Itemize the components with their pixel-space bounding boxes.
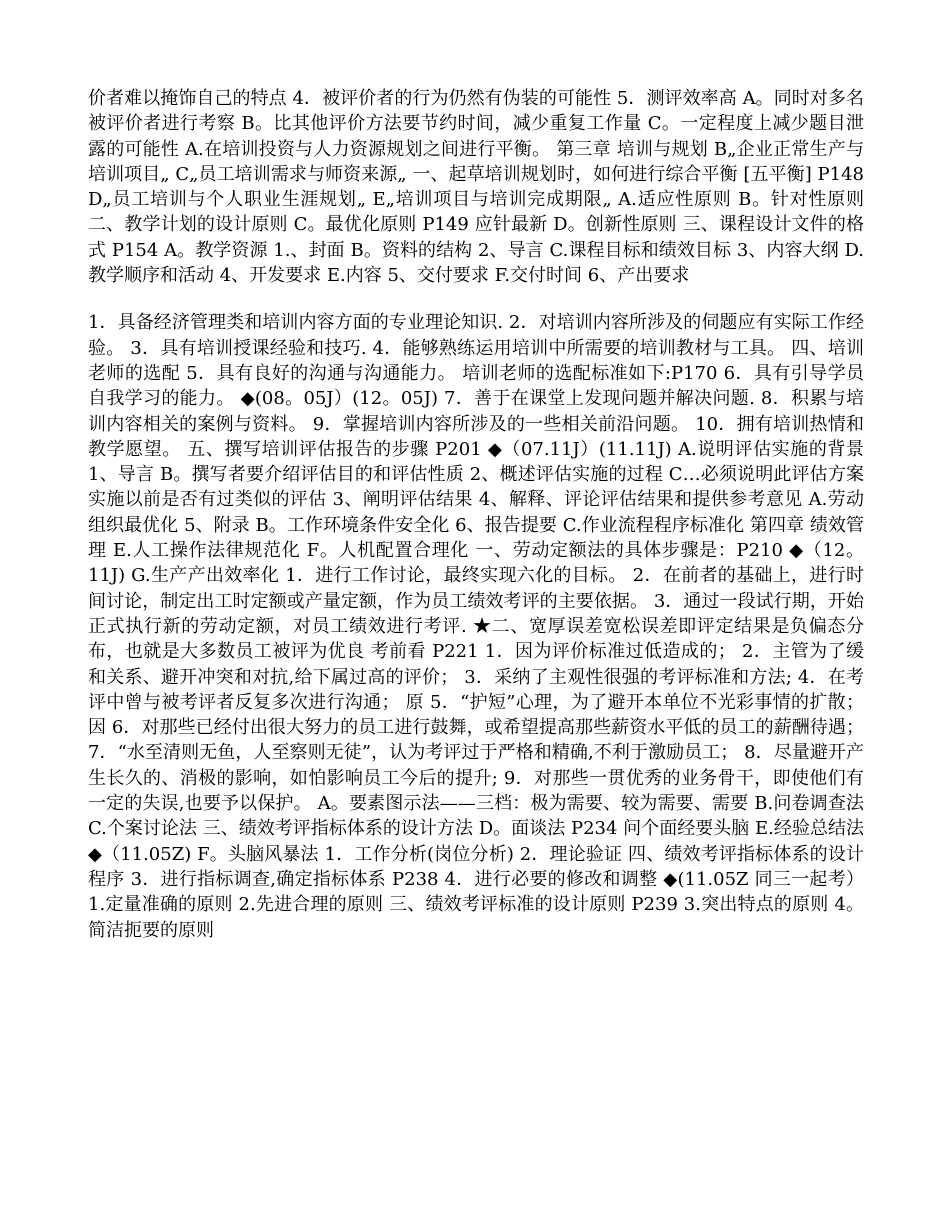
paragraph-1: 价者难以掩饰自己的特点 4．被评价者的行为仍然有伪装的可能性 5．测评效率高 A。同时对多名被评价者进行考察 B。比其他评价方法要节约时间，减少重复工作量 C。一定程度上减少题目泄露的可能性 A.在培训投资与人力资源规划之间进行平衡。 第三章 培训与规划 B„企业正常生产与培训项目„ C„员工培训需求与师资来源„ 一、起草培训规划时，如何进行综合平衡 [五平衡] P148 D„员工培训与个人职业生涯规划„ E„培训项目与培训完成期限„ A.适应性原则 B。针对性原则 二、教学计划的设计原则 C。最优化原则 P149 应针最新 D。创新性原则 三、课程设计文件的格式 P154 A。教学资源 1.、封面 B。资料的结构 2、导言 C.课程目标和绩效目标 3、内容大纲 D.教学顺序和活动 4、开发要求 E.内容 5、交付要求 F.交付时间 6、产出要求 (88, 88, 864, 287)
paragraph-2: 1．具备经济管理类和培训内容方面的专业理论知识. 2．对培训内容所涉及的伺题应有实际工作经验。 3．具有培训授课经验和技巧. 4．能够熟练运用培训中所需要的培训教材与工具。 四、培训老师的选配 5．具有良好的沟通与沟通能力。 培训老师的选配标准如下:P170 6．具有引导学员自我学习的能力。 ◆(08。05J）(12。05J) 7．善于在课堂上发现问题并解决问题. 8．积累与培训内容相关的案例与资料。 9．掌握培训内容所涉及的一些相关前沿问题。 10．拥有培训热情和教学愿望。 五、撰写培训评估报告的步骤 P201 ◆（07.11J）(11.11J) A.说明评估实施的背景 1、导言 B。撰写者要介绍评估目的和评估性质 2、概述评估实施的过程 C…必须说明此评估方案实施以前是否有过类似的评估 3、阐明评估结果 4、解释、评论评估结果和提供参考意见 A.劳动组织最优化 5、附录 B。工作环境条件安全化 6、报告提要 C.作业流程程序标准化 第四章 绩效管理 E.人工操作法律规范化 F。人机配置合理化 一、劳动定额法的具体步骤是：P210 ◆（12。11J) G.生产产出效率化 1．进行工作讨论，最终实现六化的目标。 2．在前者的基础上，进行时间讨论，制定出工时定额或产量定额，作为员工绩效考评的主要依据。 3．通过一段试行期，开始正式执行新的劳动定额，对员工绩效进行考评. ★二、宽厚误差宽松误差即评定结果是负偏态分布，也就是大多数员工被评为优良 考前看 P221 1．因为评价标准过低造成的； 2．主管为了缓和关系、避开冲突和对抗,给下属过高的评价； 3．采纳了主观性很强的考评标准和方法; 4．在考评中曾与被考评者反复多次进行沟通； 原 5．“护短”心理，为了避开本单位不光彩事情的扩散； 因 6．对那些已经付出很大努力的员工进行鼓舞，或希望提高那些薪资水平低的员工的薪酬待遇； 7．“水至清则无鱼，人至察则无徒”，认为考评过于严格和精确,不利于激励员工； 8．尽量避开产生长久的、消极的影响，如怕影响员工今后的提升; 9．对那些一贯优秀的业务骨干，即使他们有一定的失误,也要予以保护。 A。要素图示法——三档：极为需要、较为需要、需要 B.问卷调查法 C.个案讨论法 三、绩效考评指标体系的设计方法 D。面谈法 P234 问个面经要头脑 E.经验总结法 ◆（11.05Z) F。头脑风暴法 1．工作分析(岗位分析) 2．理论验证 四、绩效考评指标体系的设计程序 3．进行指标调查,确定指标体系 P238 4．进行必要的修改和调整 ◆(11.05Z 同三一起考） 1.定量准确的原则 2.先进合理的原则 三、绩效考评标准的设计原则 P239 3.突出特点的原则 4。简洁扼要的原则 (88, 312, 864, 941)
document-page (88, 86, 864, 943)
